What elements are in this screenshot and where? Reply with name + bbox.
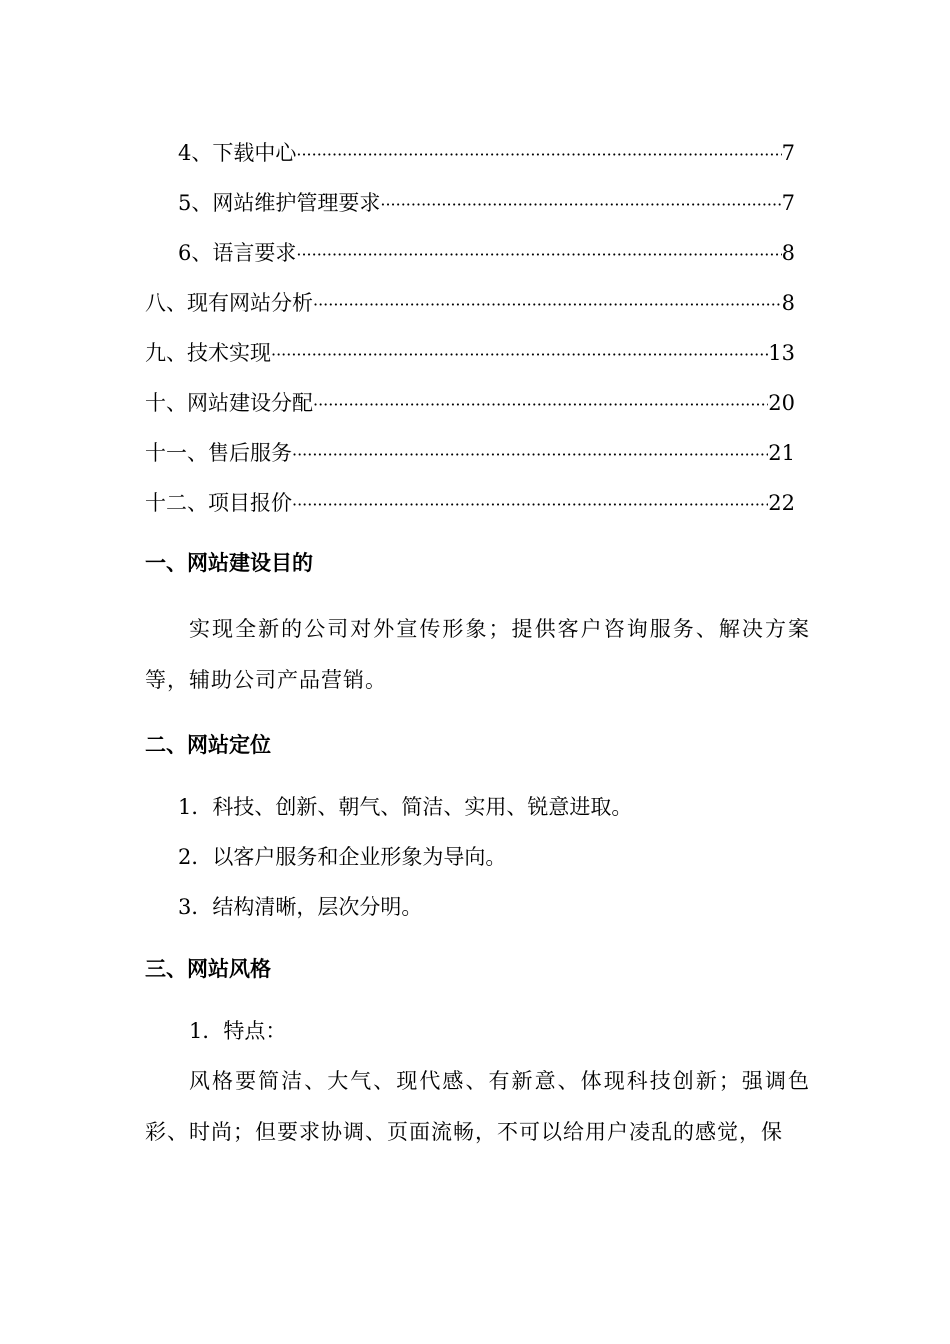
- toc-entry-label: 4、下载中心: [178, 141, 297, 165]
- section-paragraph: 风格要简洁、大气、现代感、有新意、体现科技创新；强调色彩、时尚；但要求协调、页面流畅，不可以给用户凌乱的感觉，保: [145, 1069, 810, 1144]
- list-item: 3．结构清晰，层次分明。: [178, 895, 423, 919]
- toc-entry-page: 8: [781, 291, 795, 315]
- toc-entry-label: 5、网站维护管理要求: [178, 191, 381, 215]
- list-item: 1．科技、创新、朝气、简洁、实用、锐意进取。: [178, 795, 633, 819]
- section-paragraph: 实现全新的公司对外宣传形象；提供客户咨询服务、解决方案等，辅助公司产品营销。: [145, 617, 810, 692]
- toc-entry-label: 十、网站建设分配: [145, 391, 313, 415]
- toc-entry[interactable]: [145, 478, 795, 528]
- toc-leader-dots: [292, 480, 768, 530]
- toc-entry-page: 8: [781, 241, 795, 265]
- toc-entry-page: 7: [781, 141, 795, 165]
- toc-entry[interactable]: [145, 278, 795, 328]
- toc-leader-dots: [296, 130, 781, 180]
- toc-leader-dots: [380, 180, 781, 230]
- toc-entry-label: 八、现有网站分析: [145, 291, 313, 315]
- toc-entry-label: 九、技术实现: [145, 341, 271, 365]
- toc-leader-dots: [313, 380, 768, 430]
- section-heading: 一、网站建设目的: [145, 551, 313, 575]
- toc-entry[interactable]: [145, 378, 795, 428]
- toc-entry-label: 十一、售后服务: [145, 441, 292, 465]
- toc-entry[interactable]: [145, 328, 795, 378]
- toc-entry[interactable]: [145, 178, 795, 228]
- table-of-contents: [145, 128, 795, 528]
- toc-leader-dots: [313, 280, 782, 330]
- toc-leader-dots: [271, 330, 768, 380]
- toc-entry-label: 6、语言要求: [178, 241, 297, 265]
- toc-entry[interactable]: [145, 128, 795, 178]
- toc-entry-page: 20: [768, 391, 795, 415]
- section-heading: 三、网站风格: [145, 957, 271, 981]
- toc-entry-label: 十二、项目报价: [145, 491, 292, 515]
- toc-entry-page: 22: [768, 491, 795, 515]
- toc-entry[interactable]: [145, 228, 795, 278]
- list-item: 2．以客户服务和企业形象为导向。: [178, 845, 507, 869]
- toc-entry-page: 7: [781, 191, 795, 215]
- toc-entry-page: 13: [768, 341, 795, 365]
- subsection-label: 1．特点：: [189, 1019, 287, 1043]
- toc-entry-page: 21: [768, 441, 795, 465]
- document-body: [145, 538, 810, 1158]
- section-heading: 二、网站定位: [145, 733, 271, 757]
- toc-leader-dots: [292, 430, 768, 480]
- toc-entry[interactable]: [145, 428, 795, 478]
- toc-leader-dots: [296, 230, 781, 280]
